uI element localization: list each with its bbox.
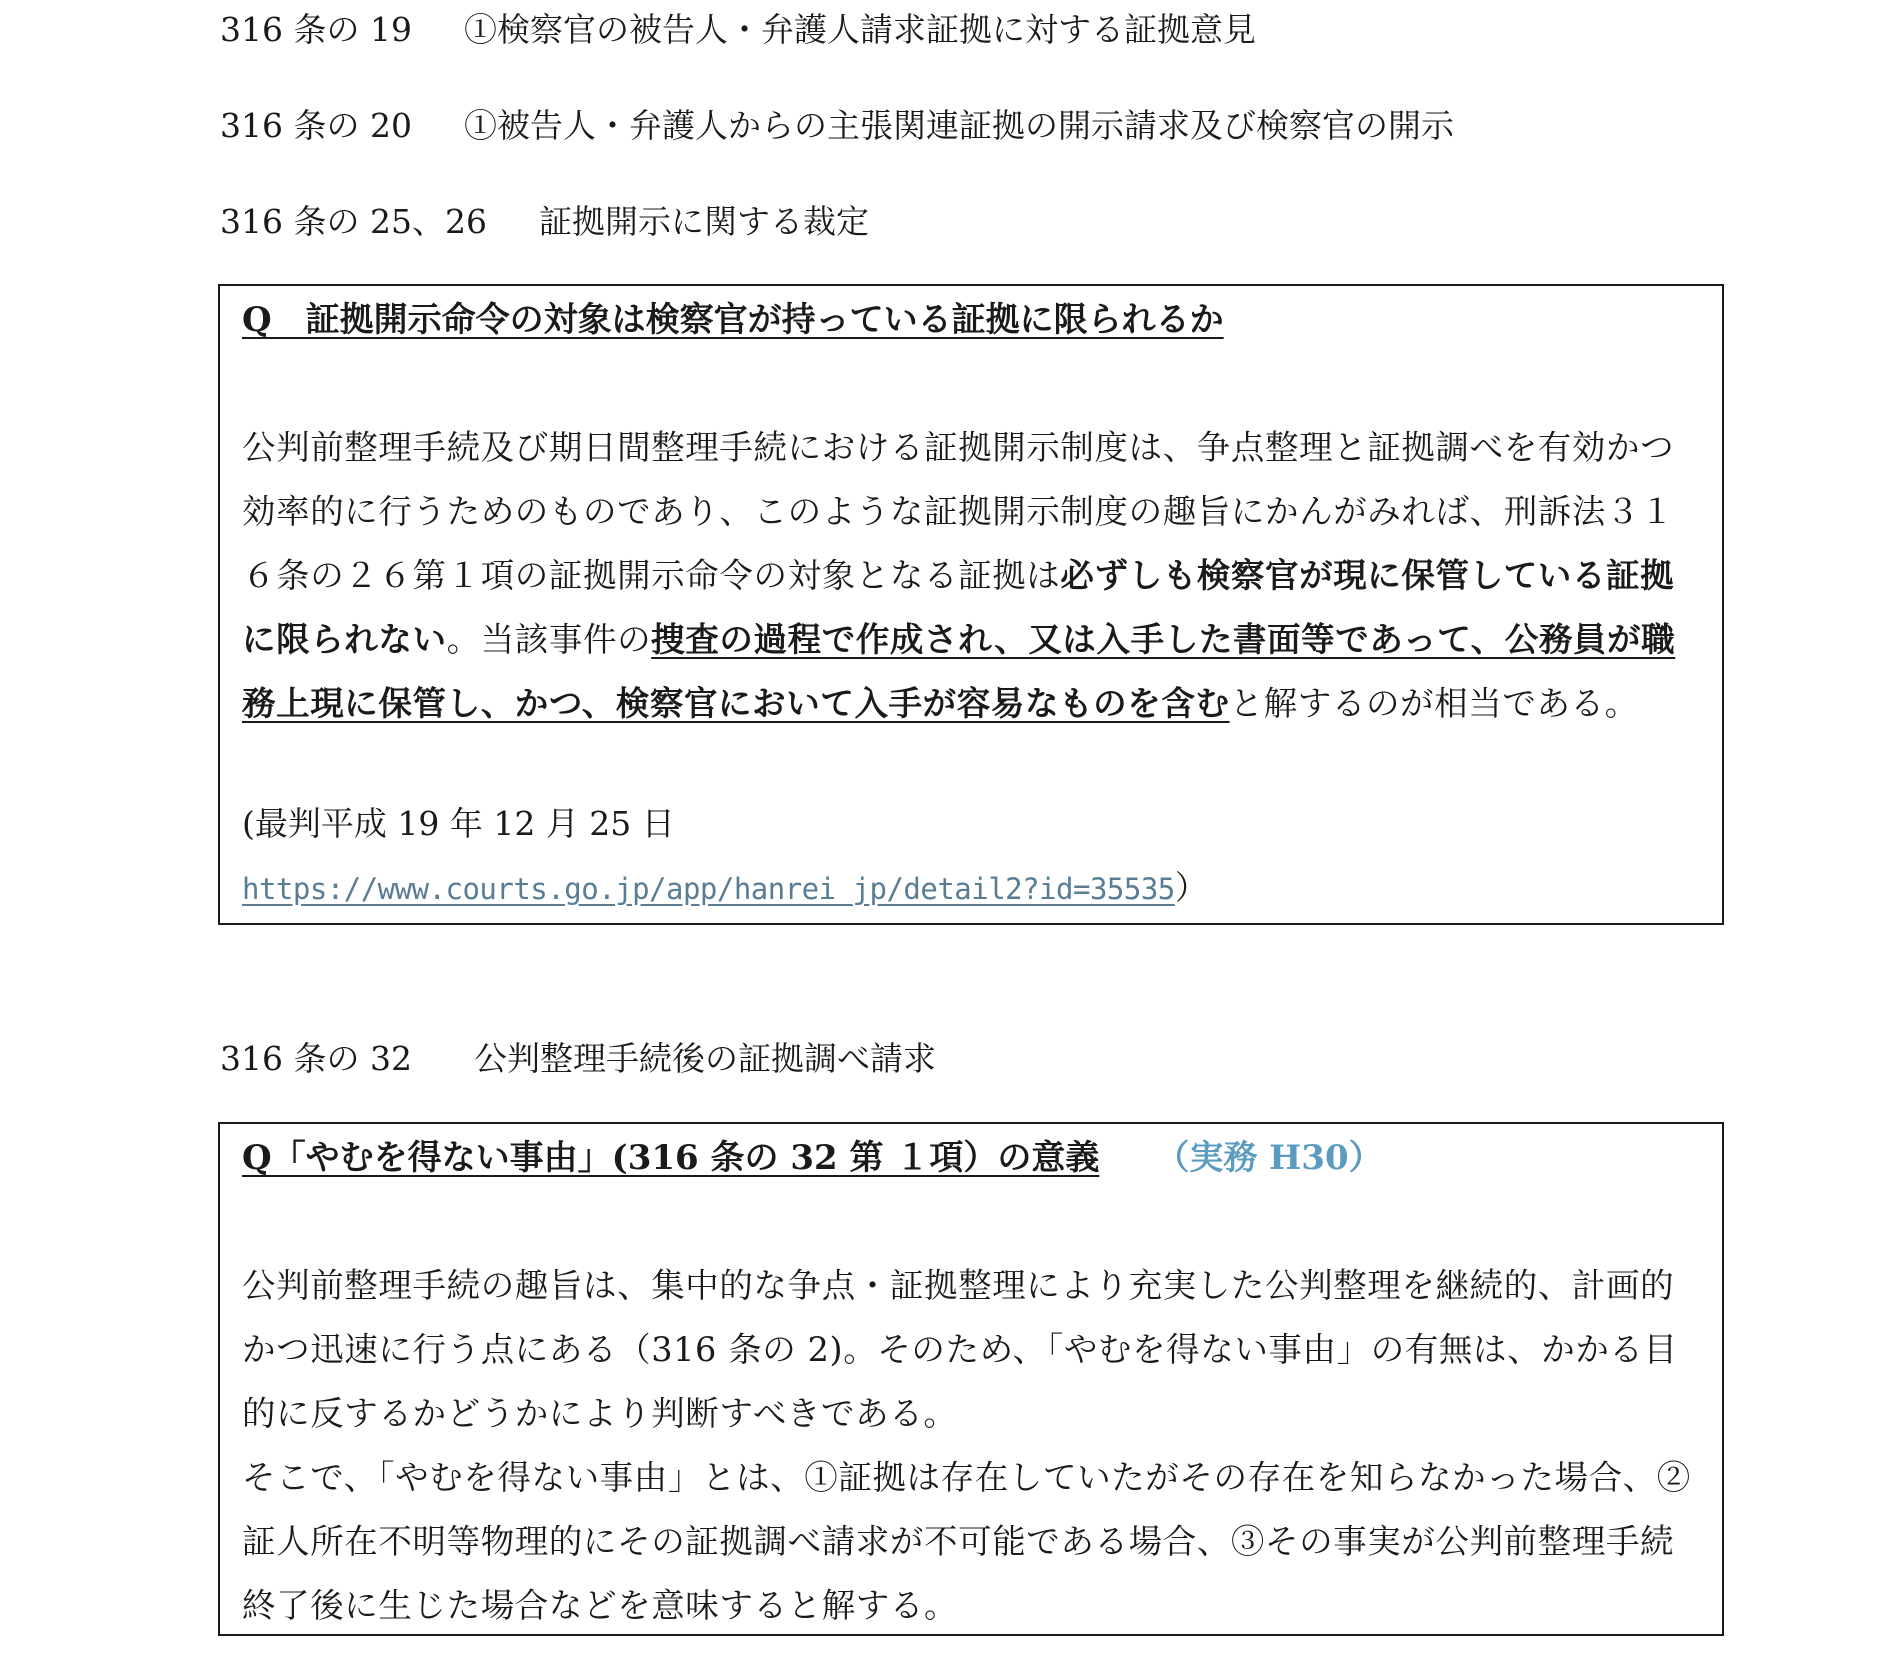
article-line-316-19 bbox=[220, 10, 1256, 50]
article-number: 316 条の 20 bbox=[220, 106, 412, 145]
q1-body-text-3: と解するのが相当である。 bbox=[1229, 684, 1639, 723]
article-description: 公判整理手続後の証拠調べ請求 bbox=[473, 1039, 936, 1078]
q1-citation-link[interactable]: https://www.courts.go.jp/app/hanrei_jp/detail2?id=35535 bbox=[242, 872, 1175, 906]
q2-practice-tag: （実務 H30） bbox=[1155, 1138, 1383, 1178]
article-line-316-20 bbox=[220, 106, 1454, 146]
article-line-316-25-26 bbox=[220, 202, 869, 242]
q1-body bbox=[242, 416, 1700, 736]
q1-citation-url-line bbox=[242, 856, 1208, 921]
article-number: 316 条の 32 bbox=[220, 1039, 412, 1078]
q2-paragraph-1: 公判前整理手続の趣旨は、集中的な争点・証拠整理により充実した公判整理を継続的、計画的かつ迅速に行う点にある（316 条の 2)。そのため、「やむを得ない事由」の有無は、かかる目的に反するかどうかにより判断すべきである。 bbox=[242, 1266, 1678, 1433]
article-number: 316 条の 19 bbox=[220, 10, 412, 49]
q1-citation: (最判平成 19 年 12 月 25 日 bbox=[242, 804, 675, 843]
q2-title bbox=[242, 1136, 1383, 1180]
q1-body-bold-1: 必ずしも検察官が現に保管している証拠に限られない bbox=[242, 556, 1675, 659]
article-description: ①検察官の被告人・弁護人請求証拠に対する証拠意見 bbox=[463, 10, 1256, 49]
article-line-316-32 bbox=[220, 1039, 936, 1079]
article-description: 証拠開示に関する裁定 bbox=[538, 202, 869, 241]
q1-citation-close: ） bbox=[1174, 868, 1208, 907]
q1-title: Q 証拠開示命令の対象は検察官が持っている証拠に限られるか bbox=[242, 300, 1224, 340]
q2-box bbox=[218, 1122, 1724, 1636]
q1-body-text-1: 公判前整理手続及び期日間整理手続における証拠開示制度は、争点整理と証拠調べを有効かつ効率的に行うためのものであり、このような証拠開示制度の趣旨にかんがみれば、刑訴法３１６条の２６第１項の証拠開示命令の対象となる証拠は bbox=[242, 428, 1675, 595]
q1-box bbox=[218, 284, 1724, 925]
article-number: 316 条の 25、26 bbox=[220, 202, 487, 241]
q1-body-bold-underline: 捜査の過程で作成され、又は入手した書面等であって、公務員が職務上現に保管し、かつ、検察官において入手が容易なものを含む bbox=[242, 620, 1676, 723]
article-description: ①被告人・弁護人からの主張関連証拠の開示請求及び検察官の開示 bbox=[463, 106, 1454, 145]
q2-title-text: Q「やむを得ない事由」(316 条の 32 第 １項）の意義 bbox=[242, 1138, 1100, 1178]
q2-paragraph-2: そこで、「やむを得ない事由」とは、①証拠は存在していたがその存在を知らなかった場合、②証人所在不明等物理的にその証拠調べ請求が不可能である場合、③その事実が公判前整理手続終了後に生じた場合などを意味すると解する。 bbox=[242, 1458, 1691, 1625]
q1-body-text-2: 。当該事件の bbox=[446, 620, 652, 659]
